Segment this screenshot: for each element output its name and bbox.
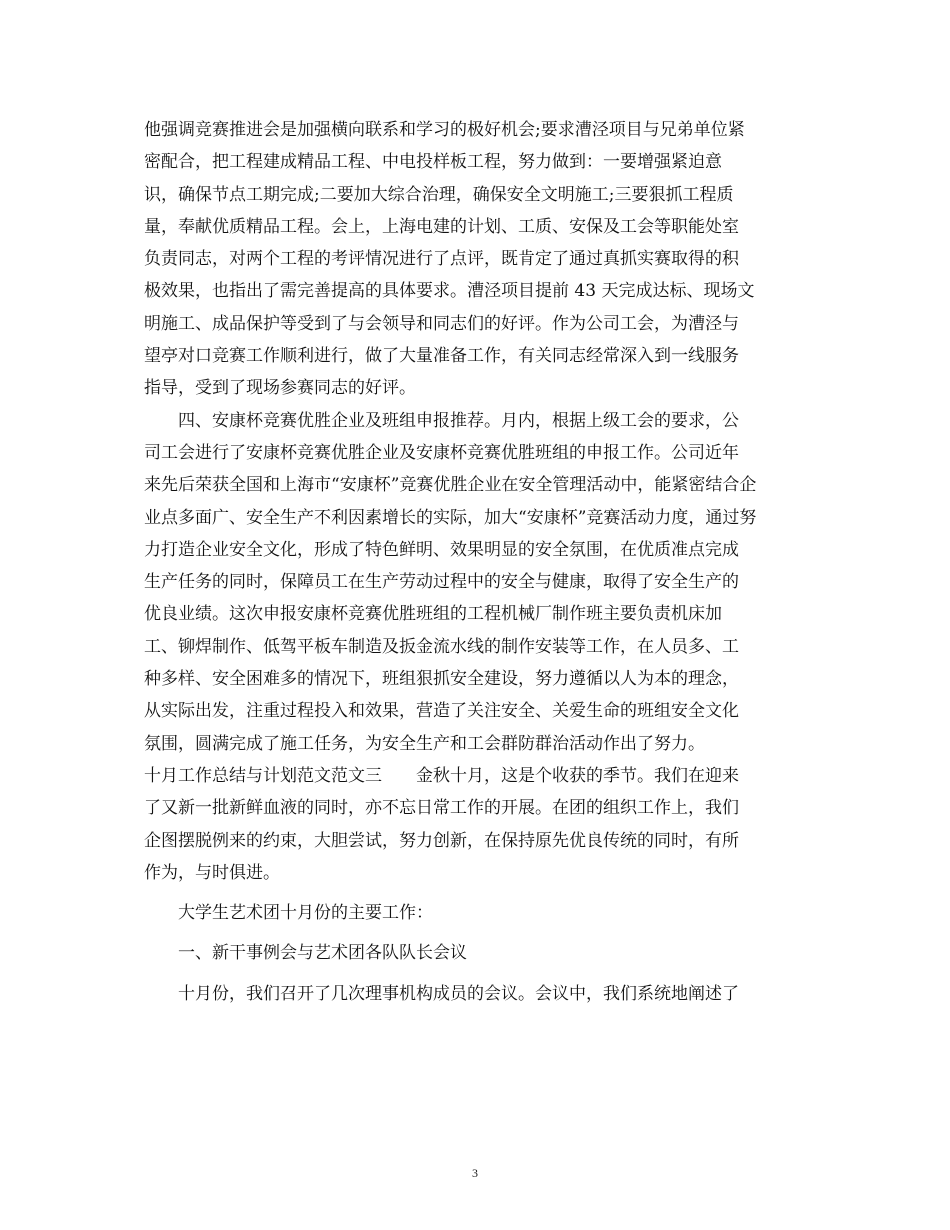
text-line: 从实际出发，注重过程投入和效果，营造了关注安全、关爱生命的班组安全文化 xyxy=(144,701,739,722)
text-line: 指导，受到了现场参赛同志的好评。 xyxy=(144,378,416,399)
text-line: 力打造企业安全文化，形成了特色鲜明、效果明显的安全氛围，在优质准点完成 xyxy=(144,539,739,560)
text-line: 工、铆焊制作、低驾平板车制造及扳金流水线的制作安装等工作，在人员多、工 xyxy=(144,636,739,657)
text-line: 量，奉献优质精品工程。会上，上海电建的计划、工质、安保及工会等职能处室 xyxy=(144,216,739,237)
text-line: 种多样、安全困难多的情况下，班组狠抓安全建设，努力遵循以人为本的理念， xyxy=(144,669,739,690)
text-line: 一、新干事例会与艺术团各队队长会议 xyxy=(178,943,467,964)
section-title-line: 十月工作总结与计划范文范文三 金秋十月，这是个收获的季节。我们在迎来 xyxy=(144,765,739,786)
text-line: 四、安康杯竞赛优胜企业及班组申报推荐。月内，根据上级工会的要求，公 xyxy=(178,410,739,431)
text-line: 负责同志，对两个工程的考评情况进行了点评，既肯定了通过真抓实赛取得的积 xyxy=(144,249,739,270)
text-line: 十月份，我们召开了几次理事机构成员的会议。会议中，我们系统地阐述了 xyxy=(178,983,739,1004)
text-line: 他强调竞赛推进会是加强横向联系和学习的极好机会;要求漕泾项目与兄弟单位紧 xyxy=(144,120,745,140)
text-line: 极效果，也指出了需完善提高的具体要求。漕泾项目提前 43 天完成达标、现场文 xyxy=(144,281,755,302)
page-number: 3 xyxy=(472,1166,478,1180)
text-line: 作为，与时俱进。 xyxy=(144,862,280,883)
text-line: 生产任务的同时，保障员工在生产劳动过程中的安全与健康，取得了安全生产的 xyxy=(144,572,739,593)
text-line: 优良业绩。这次申报安康杯竞赛优胜班组的工程机械厂制作班主要负责机床加 xyxy=(144,604,722,625)
text-line: 大学生艺术团十月份的主要工作： xyxy=(178,903,433,924)
text-line: 了又新一批新鲜血液的同时，亦不忘日常工作的开展。在团的组织工作上，我们 xyxy=(144,798,739,819)
text-line: 来先后荣获全国和上海市“安康杯”竞赛优胜企业在安全管理活动中，能紧密结合企 xyxy=(144,475,757,496)
document-body xyxy=(144,114,806,1010)
text-line: 识，确保节点工期完成;二要加大综合治理，确保安全文明施工;三要狠抓工程质 xyxy=(144,184,734,205)
text-line: 密配合，把工程建成精品工程、中电投样板工程，努力做到：一要增强紧迫意 xyxy=(144,152,722,173)
text-line: 司工会进行了安康杯竞赛优胜企业及安康杯竞赛优胜班组的申报工作。公司近年 xyxy=(144,442,739,463)
text-line: 明施工、成品保护等受到了与会领导和同志们的好评。作为公司工会，为漕泾与 xyxy=(144,313,739,334)
text-line: 企图摆脱例来的约束，大胆尝试，努力创新，在保持原先优良传统的同时，有所 xyxy=(144,830,739,851)
text-line: 氛围，圆满完成了施工任务，为安全生产和工会群防群治活动作出了努力。 xyxy=(144,733,705,754)
text-line: 望亭对口竞赛工作顺利进行，做了大量准备工作，有关同志经常深入到一线服务 xyxy=(144,346,739,367)
text-line: 业点多面广、安全生产不利因素增长的实际，加大“安康杯”竞赛活动力度，通过努 xyxy=(144,507,757,528)
